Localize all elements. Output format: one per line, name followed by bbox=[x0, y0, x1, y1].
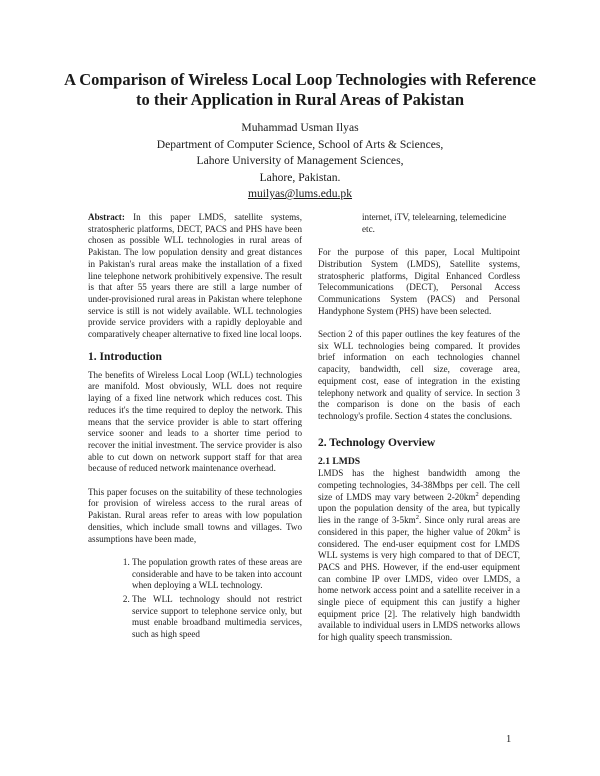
introduction-paragraph-2: This paper focuses on the suitability of these technologies for provision of wireless access to the rural areas of Pakistan. Rural areas refer to areas with low population densities, which include small towns and villages. Two assumptions have been made, bbox=[88, 486, 302, 544]
author-affiliation-university: Lahore University of Management Sciences, bbox=[196, 154, 404, 167]
lmds-text-d: is considered. The end-user equipment cost for LMDS WLL systems is very high compared to that of DECT, PACS and PHS. However, if the end-user equipment can combine IP over LMDS, video over LMDS, a home network access point and a satellite receiver in a single piece of equipment this can justify a higher equipment price [2]. The relatively high bandwidth available to individual users in LMDS networks allows for high quality speech transmission. bbox=[318, 526, 520, 643]
right-column bbox=[318, 212, 520, 644]
list-item: 2. The WLL technology should not restrict service support to telephone service only, but must enable broadband multimedia services, such as high speed bbox=[132, 594, 302, 641]
lmds-text-b: depending upon the population density of the area, but typically lies in the range of 3-5km bbox=[318, 491, 520, 526]
superscript: 2 bbox=[475, 490, 479, 498]
left-column bbox=[88, 212, 302, 643]
abstract-label: Abstract: bbox=[88, 212, 125, 222]
lmds-paragraph bbox=[318, 468, 520, 644]
introduction-heading: 1. Introduction bbox=[88, 350, 162, 363]
introduction-paragraph-3: For the purpose of this paper, Local Multipoint Distribution System (LMDS), Satellite systems, stratospheric platforms, Digital Enhanced Cordless Telecommunications (DECT), Personal Access Communications System (PACS) and Personal Handyphone System (PHS) have been selected. bbox=[318, 247, 520, 316]
lmds-subheading: 2.1 LMDS bbox=[318, 455, 361, 467]
lmds-text-c: . Since only rural areas are considered in this paper, the higher value of 20km bbox=[318, 515, 520, 537]
introduction-paragraph-1: The benefits of Wireless Local Loop (WLL) technologies are manifold. Most obviously, WLL does not require laying of a fixed line network which reduces cost. This reduces it's the time required to deploy the network. This means that the service provider is able to start offering service sooner and leads to a shorter time period to recover the initial investment. The service provider is also able to cut down on network support staff for that area because of reduced network maintenance overhead. bbox=[88, 369, 302, 474]
page-number: 1 bbox=[506, 734, 512, 745]
superscript: 2 bbox=[507, 525, 511, 533]
author-city: Lahore, Pakistan. bbox=[259, 170, 341, 184]
assumption-continuation: internet, iTV, telelearning, telemedicine etc. bbox=[362, 212, 507, 234]
author-block bbox=[80, 120, 520, 203]
technology-overview-heading: 2. Technology Overview bbox=[318, 436, 436, 449]
lmds-text-a: LMDS has the highest bandwidth among the competing technologies, 34-38Mbps per cell. The cell size of LMDS may vary between 2-20km bbox=[318, 468, 520, 502]
list-item: 1. The population growth rates of these areas are considerable and have to be taken into account when deploying a WLL technology. bbox=[132, 557, 302, 592]
author-affiliation-department: Department of Computer Science, School of Arts & Sciences, bbox=[156, 137, 444, 151]
superscript: 2 bbox=[415, 514, 419, 522]
paper-title: A Comparison of Wireless Local Loop Technologies with Reference to their Application in Rural Areas of Pakistan bbox=[64, 70, 536, 109]
assumptions-list bbox=[88, 557, 302, 641]
author-name: Muhammad Usman Ilyas bbox=[241, 121, 359, 134]
introduction-paragraph-4: Section 2 of this paper outlines the key features of the six WLL technologies being compared. It provides brief information on each technologies channel capacity, bandwidth, cell size, coverage area, equipment cost, ease of integration in the existing telephony network and quality of service. In section 3 the comparison is done on the basis of each technology's profile. Section 4 states the conclusions. bbox=[318, 329, 520, 421]
abstract-text: In this paper LMDS, satellite systems, stratospheric platforms, DECT, PACS and PHS have been chosen as possible WLL technologies in rural areas of Pakistan. The low population density and great distances in Pakistan's rural areas make the installation of a fixed line telephone network prohibitively expensive. The result is that after 55 years there are still a large number of under-provisioned rural areas in Pakistan where telephone service is still is not widely available. WLL technologies provide service providers with a rapidly deployable and comparatively cheaper alternative to fixed line local loops. bbox=[88, 212, 302, 340]
author-email-link[interactable]: muilyas@lums.edu.pk bbox=[247, 187, 353, 200]
abstract-paragraph bbox=[88, 212, 302, 341]
